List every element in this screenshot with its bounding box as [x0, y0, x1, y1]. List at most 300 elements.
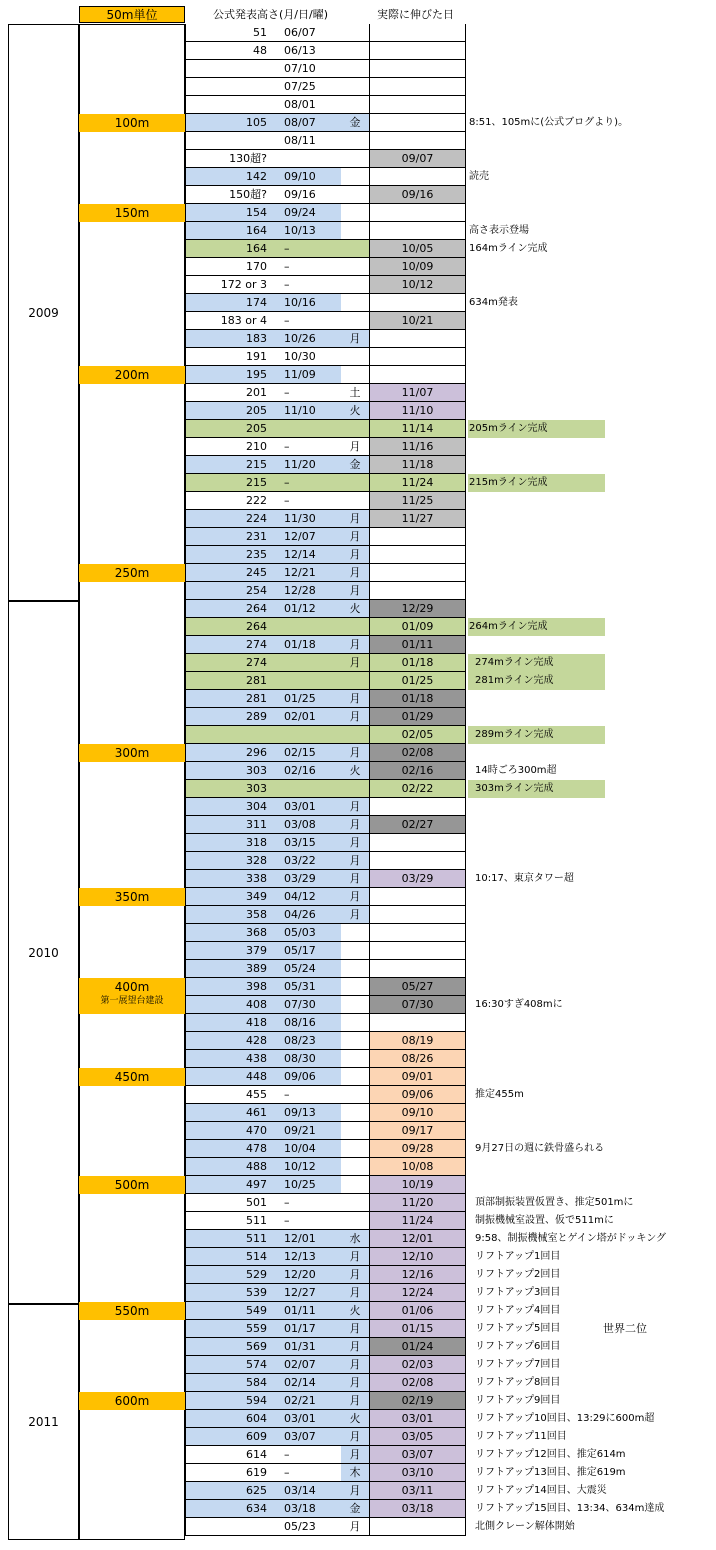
note	[468, 330, 605, 348]
weekday	[341, 492, 369, 510]
table-row	[185, 978, 605, 996]
actual-date	[369, 852, 466, 870]
official-date	[270, 1482, 341, 1500]
note	[468, 888, 605, 906]
official-height: 164	[185, 240, 270, 258]
milestone-label: 600m	[79, 1392, 185, 1410]
actual-date: 08/26	[369, 1050, 466, 1068]
table-row	[185, 1338, 605, 1356]
official-height	[185, 96, 270, 114]
official-height: 470	[185, 1122, 270, 1140]
table-row	[185, 1086, 605, 1104]
extra-note: 世界二位	[603, 1322, 647, 1335]
actual-date: 10/19	[369, 1176, 466, 1194]
official-height: 274	[185, 636, 270, 654]
actual-date: 11/07	[369, 384, 466, 402]
official-height: 224	[185, 510, 270, 528]
milestone-label: 500m	[79, 1176, 185, 1194]
official-height: 183 or 4	[185, 312, 270, 330]
note	[468, 690, 605, 708]
weekday: 火	[341, 762, 369, 780]
year-cell: 2009	[8, 24, 79, 601]
actual-date: 01/06	[369, 1302, 466, 1320]
note	[468, 1032, 605, 1050]
table-row	[185, 816, 605, 834]
official-date	[270, 1014, 341, 1032]
official-height: 461	[185, 1104, 270, 1122]
official-date	[270, 366, 341, 384]
official-date	[270, 762, 341, 780]
note	[468, 438, 605, 456]
weekday	[341, 348, 369, 366]
official-date	[270, 276, 341, 294]
table-row	[185, 636, 605, 654]
official-height: 511	[185, 1212, 270, 1230]
official-height: 408	[185, 996, 270, 1014]
weekday: 月	[341, 636, 369, 654]
table-row	[185, 762, 605, 780]
actual-date: 09/17	[369, 1122, 466, 1140]
actual-date	[369, 582, 466, 600]
official-date	[270, 690, 341, 708]
official-height: 231	[185, 528, 270, 546]
official-date-text: 01/17	[284, 1322, 316, 1335]
table-row	[185, 960, 605, 978]
actual-date	[369, 1518, 466, 1536]
official-height: 205	[185, 420, 270, 438]
note	[468, 564, 605, 582]
note	[468, 1104, 605, 1122]
official-height: 574	[185, 1356, 270, 1374]
official-height: 634	[185, 1500, 270, 1518]
table-row	[185, 1212, 614, 1230]
note	[468, 960, 605, 978]
actual-date: 01/18	[369, 654, 466, 672]
table-row	[185, 1284, 605, 1302]
official-height: 328	[185, 852, 270, 870]
official-date	[270, 168, 341, 186]
official-height: 142	[185, 168, 270, 186]
official-date	[270, 348, 341, 366]
official-height: 539	[185, 1284, 270, 1302]
actual-date	[369, 546, 466, 564]
weekday	[341, 996, 369, 1014]
official-date-text: –	[284, 476, 290, 489]
actual-date: 03/11	[369, 1482, 466, 1500]
table-row	[185, 276, 605, 294]
official-height: 51	[185, 24, 270, 42]
note: 14時ごろ300m超	[475, 765, 557, 776]
official-date-text: 01/18	[284, 638, 316, 651]
weekday: 月	[341, 852, 369, 870]
note	[468, 852, 605, 870]
official-date-text: 12/27	[284, 1286, 316, 1299]
actual-date: 11/14	[369, 420, 466, 438]
note	[468, 582, 605, 600]
official-date	[270, 1500, 341, 1518]
table-row	[185, 1032, 605, 1050]
weekday: 月	[341, 834, 369, 852]
official-date	[270, 906, 341, 924]
table-row	[185, 114, 629, 132]
table-row	[185, 1356, 605, 1374]
official-height: 619	[185, 1464, 270, 1482]
weekday	[341, 258, 369, 276]
actual-date: 11/16	[369, 438, 466, 456]
official-height: 478	[185, 1140, 270, 1158]
official-date	[270, 1068, 341, 1086]
table-row	[185, 1068, 605, 1086]
official-height: 594	[185, 1392, 270, 1410]
actual-date	[369, 906, 466, 924]
note: 制振機械室設置、仮で511mに	[475, 1215, 614, 1226]
weekday	[341, 366, 369, 384]
note: 281mライン完成	[468, 672, 605, 690]
weekday	[341, 1086, 369, 1104]
note: リフトアップ8回目	[475, 1377, 561, 1388]
note: 9:58、制振機械室とゲイン塔がドッキング	[475, 1233, 667, 1244]
weekday: 火	[341, 1302, 369, 1320]
official-date	[270, 1212, 341, 1230]
weekday	[341, 1158, 369, 1176]
official-date	[270, 924, 341, 942]
note	[468, 600, 605, 618]
actual-date: 09/06	[369, 1086, 466, 1104]
table-row	[185, 942, 605, 960]
weekday: 月	[341, 1392, 369, 1410]
official-date-text: 11/20	[284, 458, 316, 471]
table-row	[185, 1122, 605, 1140]
official-height: 130超?	[185, 150, 270, 168]
official-date	[270, 1140, 341, 1158]
weekday	[341, 1212, 369, 1230]
official-date-text: –	[284, 1196, 290, 1209]
note: リフトアップ1回目	[475, 1251, 561, 1262]
actual-date: 09/01	[369, 1068, 466, 1086]
weekday: 月	[341, 1428, 369, 1446]
official-date-text: 03/15	[284, 836, 316, 849]
actual-date: 11/27	[369, 510, 466, 528]
table-row	[185, 654, 605, 672]
official-date-text: –	[284, 260, 290, 273]
official-height: 254	[185, 582, 270, 600]
table-row	[185, 1158, 605, 1176]
official-date	[270, 1518, 341, 1536]
official-height: 311	[185, 816, 270, 834]
table-row	[185, 1320, 647, 1338]
official-date-text: 11/09	[284, 368, 316, 381]
official-date	[270, 582, 341, 600]
official-date-text: 03/01	[284, 800, 316, 813]
table-row	[185, 726, 605, 744]
note	[468, 186, 605, 204]
official-height: 625	[185, 1482, 270, 1500]
table-row	[185, 1248, 605, 1266]
official-height	[185, 132, 270, 150]
weekday: 水	[341, 1230, 369, 1248]
official-height: 154	[185, 204, 270, 222]
table-row	[185, 1194, 634, 1212]
weekday: 月	[341, 888, 369, 906]
year-cell: 2010	[8, 601, 79, 1304]
official-date-text: 03/01	[284, 1412, 316, 1425]
official-date	[270, 726, 341, 744]
official-height: 215	[185, 456, 270, 474]
weekday	[341, 96, 369, 114]
official-height: 195	[185, 366, 270, 384]
weekday: 火	[341, 1410, 369, 1428]
official-date	[270, 510, 341, 528]
official-date	[270, 1266, 341, 1284]
official-height	[185, 60, 270, 78]
official-height: 150超?	[185, 186, 270, 204]
weekday: 月	[341, 564, 369, 582]
official-date-text: 09/24	[284, 206, 316, 219]
official-height: 191	[185, 348, 270, 366]
weekday: 金	[341, 114, 369, 132]
unit-header: 50m単位	[79, 6, 185, 23]
actual-date: 09/07	[369, 150, 466, 168]
weekday: 月	[341, 510, 369, 528]
official-height: 245	[185, 564, 270, 582]
actual-date	[369, 528, 466, 546]
actual-date: 09/28	[369, 1140, 466, 1158]
official-date-text: 11/30	[284, 512, 316, 525]
milestone-label: 250m	[79, 564, 185, 582]
table-row	[185, 1140, 605, 1158]
note	[468, 402, 605, 420]
official-height: 215	[185, 474, 270, 492]
official-date-text: 09/16	[284, 188, 316, 201]
official-height: 205	[185, 402, 270, 420]
weekday: 金	[341, 1500, 369, 1518]
official-date-text: 05/03	[284, 926, 316, 939]
official-date-text: 01/25	[284, 692, 316, 705]
official-date-text: 09/10	[284, 170, 316, 183]
note	[468, 366, 605, 384]
year-cell: 2011	[8, 1304, 79, 1540]
official-height: 274	[185, 654, 270, 672]
note: 16:30すぎ408mに	[475, 999, 563, 1010]
official-date	[270, 24, 341, 42]
official-height	[185, 78, 270, 96]
table-row	[185, 1410, 655, 1428]
official-height: 170	[185, 258, 270, 276]
milestone-label: 450m	[79, 1068, 185, 1086]
actual-date: 02/05	[369, 726, 466, 744]
official-date-text: –	[284, 1214, 290, 1227]
official-height: 455	[185, 1086, 270, 1104]
note	[468, 906, 605, 924]
weekday	[341, 474, 369, 492]
official-height: 438	[185, 1050, 270, 1068]
official-date	[270, 780, 341, 798]
note: リフトアップ2回目	[475, 1269, 561, 1280]
note: リフトアップ7回目	[475, 1359, 561, 1370]
weekday: 金	[341, 456, 369, 474]
note: リフトアップ12回目、推定614m	[475, 1449, 626, 1460]
official-date	[270, 960, 341, 978]
weekday	[341, 420, 369, 438]
official-height: 488	[185, 1158, 270, 1176]
weekday	[341, 1140, 369, 1158]
note: 634m発表	[469, 297, 518, 308]
actual-date: 01/11	[369, 636, 466, 654]
official-date-text: 02/14	[284, 1376, 316, 1389]
official-date-text: 03/22	[284, 854, 316, 867]
official-date-text: 10/26	[284, 332, 316, 345]
official-date-text: –	[284, 1448, 290, 1461]
official-date	[270, 744, 341, 762]
actual-date	[369, 132, 466, 150]
actual-date	[369, 60, 466, 78]
actual-date	[369, 924, 466, 942]
table-row	[185, 1104, 605, 1122]
table-row	[185, 564, 605, 582]
table-row	[185, 78, 605, 96]
official-date-text: 02/07	[284, 1358, 316, 1371]
note: リフトアップ14回目、大震災	[475, 1485, 607, 1496]
weekday	[341, 276, 369, 294]
table-row	[185, 258, 605, 276]
table-row	[185, 708, 605, 726]
official-date	[270, 1176, 341, 1194]
official-date	[270, 1446, 341, 1464]
actual-date: 11/10	[369, 402, 466, 420]
table-row	[185, 168, 605, 186]
table-row	[185, 672, 605, 690]
official-date-text: 10/04	[284, 1142, 316, 1155]
actual-date	[369, 222, 466, 240]
table-row	[185, 312, 605, 330]
weekday: 月	[341, 798, 369, 816]
weekday: 月	[341, 1356, 369, 1374]
table-row	[185, 1500, 665, 1518]
official-height: 210	[185, 438, 270, 456]
weekday	[341, 1122, 369, 1140]
official-date-text: 02/16	[284, 764, 316, 777]
actual-date: 10/12	[369, 276, 466, 294]
official-date	[270, 492, 341, 510]
official-date	[270, 1356, 341, 1374]
weekday	[341, 1194, 369, 1212]
actual-date: 11/18	[369, 456, 466, 474]
official-height: 172 or 3	[185, 276, 270, 294]
actual-date	[369, 888, 466, 906]
table-row	[185, 294, 605, 312]
official-date	[270, 798, 341, 816]
weekday: 月	[341, 1248, 369, 1266]
official-date	[270, 1338, 341, 1356]
official-date-text: 12/07	[284, 530, 316, 543]
table-row	[185, 1392, 605, 1410]
official-height: 201	[185, 384, 270, 402]
note	[468, 1068, 605, 1086]
weekday: 月	[341, 870, 369, 888]
official-date-text: 08/11	[284, 134, 316, 147]
actual-date: 01/24	[369, 1338, 466, 1356]
note: 10:17、東京タワー超	[475, 873, 574, 884]
official-date-text: 11/10	[284, 404, 316, 417]
official-date-text: 06/07	[284, 26, 316, 39]
official-date	[270, 816, 341, 834]
milestone-label	[79, 978, 185, 1014]
official-date-text: 09/21	[284, 1124, 316, 1137]
note: 読売	[469, 171, 489, 182]
actual-date: 12/16	[369, 1266, 466, 1284]
official-height: 358	[185, 906, 270, 924]
actual-date: 11/20	[369, 1194, 466, 1212]
table-row	[185, 186, 605, 204]
official-date	[270, 1158, 341, 1176]
official-date	[270, 384, 341, 402]
official-date	[270, 1302, 341, 1320]
official-date	[270, 888, 341, 906]
actual-date	[369, 1014, 466, 1032]
official-date	[270, 330, 341, 348]
actual-date: 02/22	[369, 780, 466, 798]
note: 北側クレーン解体開始	[475, 1521, 575, 1532]
official-date-text: 02/21	[284, 1394, 316, 1407]
weekday	[341, 222, 369, 240]
actual-date: 02/19	[369, 1392, 466, 1410]
actual-date: 10/09	[369, 258, 466, 276]
weekday	[341, 726, 369, 744]
official-date	[270, 1050, 341, 1068]
official-height: 174	[185, 294, 270, 312]
note	[468, 978, 605, 996]
official-height: 303	[185, 762, 270, 780]
weekday: 月	[341, 546, 369, 564]
official-date-text: 05/31	[284, 980, 316, 993]
note: 頂部制振装置仮置き、推定501mに	[475, 1197, 634, 1208]
official-date	[270, 654, 341, 672]
table-row	[185, 402, 605, 420]
actual-date: 12/24	[369, 1284, 466, 1302]
table-row	[185, 204, 605, 222]
table-row	[185, 42, 605, 60]
table-row	[185, 1230, 667, 1248]
weekday	[341, 780, 369, 798]
table-row	[185, 780, 605, 798]
official-height: 304	[185, 798, 270, 816]
official-date	[270, 438, 341, 456]
official-height: 559	[185, 1320, 270, 1338]
weekday	[341, 132, 369, 150]
actual-date	[369, 204, 466, 222]
official-height: 303	[185, 780, 270, 798]
weekday	[341, 312, 369, 330]
actual-date: 03/10	[369, 1464, 466, 1482]
weekday	[341, 42, 369, 60]
official-date-text: 08/23	[284, 1034, 316, 1047]
actual-date: 07/30	[369, 996, 466, 1014]
official-date-text: 05/17	[284, 944, 316, 957]
table-row	[185, 744, 605, 762]
official-date	[270, 78, 341, 96]
table-row	[185, 582, 605, 600]
table-row	[185, 384, 605, 402]
official-date	[270, 546, 341, 564]
official-date-text: 01/11	[284, 1304, 316, 1317]
official-height: 514	[185, 1248, 270, 1266]
official-date	[270, 636, 341, 654]
official-height: 235	[185, 546, 270, 564]
official-date	[270, 204, 341, 222]
official-date	[270, 1122, 341, 1140]
table-row	[185, 1482, 605, 1500]
note: リフトアップ10回目、13:29に600m超	[475, 1413, 655, 1424]
